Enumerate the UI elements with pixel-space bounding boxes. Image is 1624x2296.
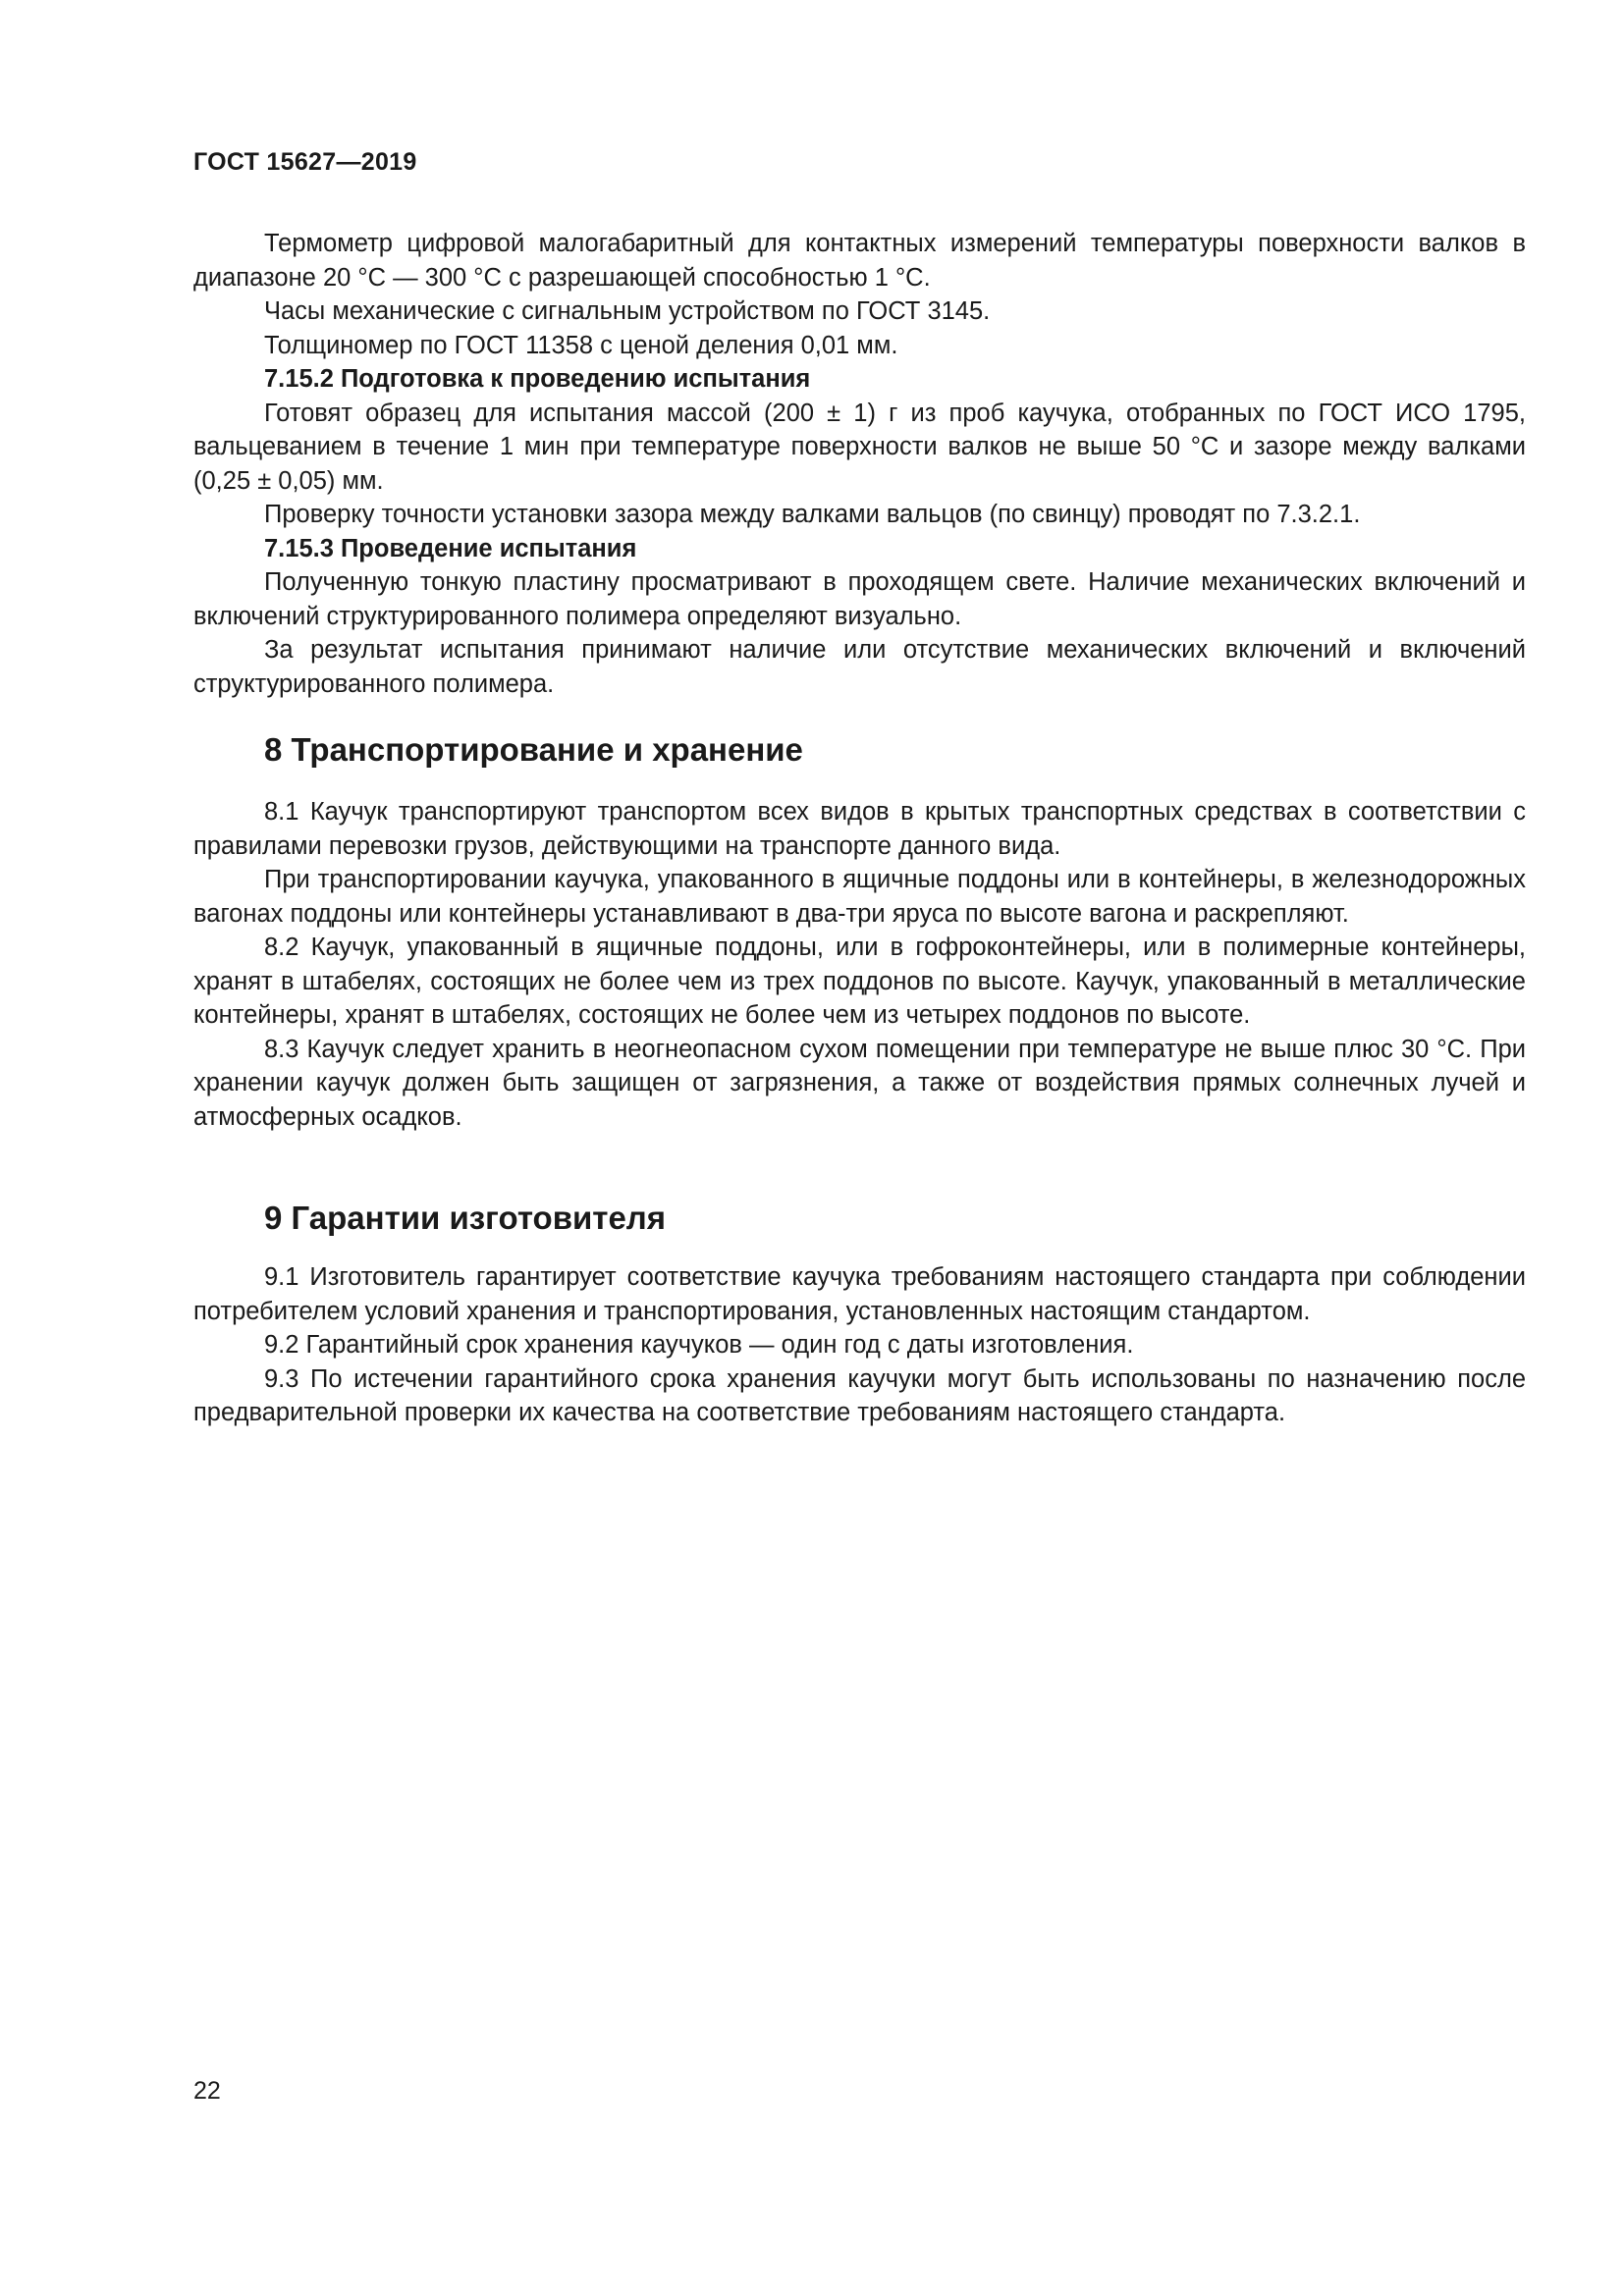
paragraph-8-3: 8.3 Каучук следует хранить в неогнеопасном сухом помещении при температуре не выше плюс 30 °С. При хранении каучук должен быть защищен от загрязнения, а также от воздействия прямых солнечных лучей и атмосферных осадков. (193, 1035, 1526, 1131)
paragraph-clock: Часы механические с сигнальным устройством по ГОСТ 3145. (264, 297, 991, 325)
paragraph-9-2: 9.2 Гарантийный срок хранения каучуков — один год с даты изготовления. (264, 1331, 1134, 1359)
paragraph-inspection: Полученную тонкую пластину просматривают в проходящем свете. Наличие механических включений и включений структурированного полимера определяют визуально. (193, 568, 1526, 630)
paragraph-thermometer: Термометр цифровой малогабаритный для контактных измерений температуры поверхности валков в диапазоне 20 °С — 300 °С с разрешающей способностью 1 °С. (193, 230, 1526, 292)
paragraph-8-2: 8.2 Каучук, упакованный в ящичные поддоны, или в гофроконтейнеры, или в полимерные контейнеры, хранят в штабелях, состоящих не более чем из трех поддонов по высоте. Каучук, упакованный в металлические контейнеры, хранят в штабелях, состоящих не более чем из четырех поддонов по высоте. (193, 934, 1526, 1029)
subsection-heading-7-15-3: 7.15.3 Проведение испытания (264, 534, 637, 562)
paragraph-gap-check: Проверку точности установки зазора между валками вальцов (по свинцу) проводят по 7.3.2.1. (264, 501, 1361, 528)
section-9-body (193, 1260, 1526, 1430)
paragraph-9-1: 9.1 Изготовитель гарантирует соответствие каучука требованиям настоящего стандарта при соблюдении потребителем условий хранения и транспортирования, установленных настоящим стандартом. (193, 1263, 1526, 1325)
paragraph-test-result: За результат испытания принимают наличие или отсутствие механических включений и включений структурированного полимера. (193, 636, 1526, 698)
section-7-body (193, 227, 1526, 701)
section-title-8: 8 Транспортирование и хранение (264, 731, 803, 768)
section-title-9: 9 Гарантии изготовителя (264, 1200, 667, 1236)
document-header-code: ГОСТ 15627—2019 (193, 148, 417, 176)
paragraph-sample-preparation: Готовят образец для испытания массой (200 ± 1) г из проб каучука, отобранных по ГОСТ ИСО 1795, вальцеванием в течение 1 мин при температуре поверхности валков не выше 50 °С и зазоре между валками (0,25 ± 0,05) мм. (193, 399, 1526, 495)
paragraph-8-1-rail: При транспортировании каучука, упакованного в ящичные поддоны или в контейнеры, в железнодорожных вагонах поддоны или контейнеры устанавливают в два-три яруса по высоте вагона и раскрепляют. (193, 866, 1526, 928)
paragraph-8-1: 8.1 Каучук транспортируют транспортом всех видов в крытых транспортных средствах в соответствии с правилами перевозки грузов, действующими на транспорте данного вида. (193, 798, 1526, 860)
paragraph-9-3: 9.3 По истечении гарантийного срока хранения каучуки могут быть использованы по назначению после предварительной проверки их качества на соответствие требованиям настоящего стандарта. (193, 1364, 1526, 1426)
paragraph-thickness-gauge: Толщиномер по ГОСТ 11358 с ценой деления 0,01 мм. (264, 331, 898, 359)
section-8-body (193, 795, 1526, 1134)
page-number: 22 (193, 2077, 221, 2105)
subsection-heading-7-15-2: 7.15.2 Подготовка к проведению испытания (264, 365, 811, 393)
